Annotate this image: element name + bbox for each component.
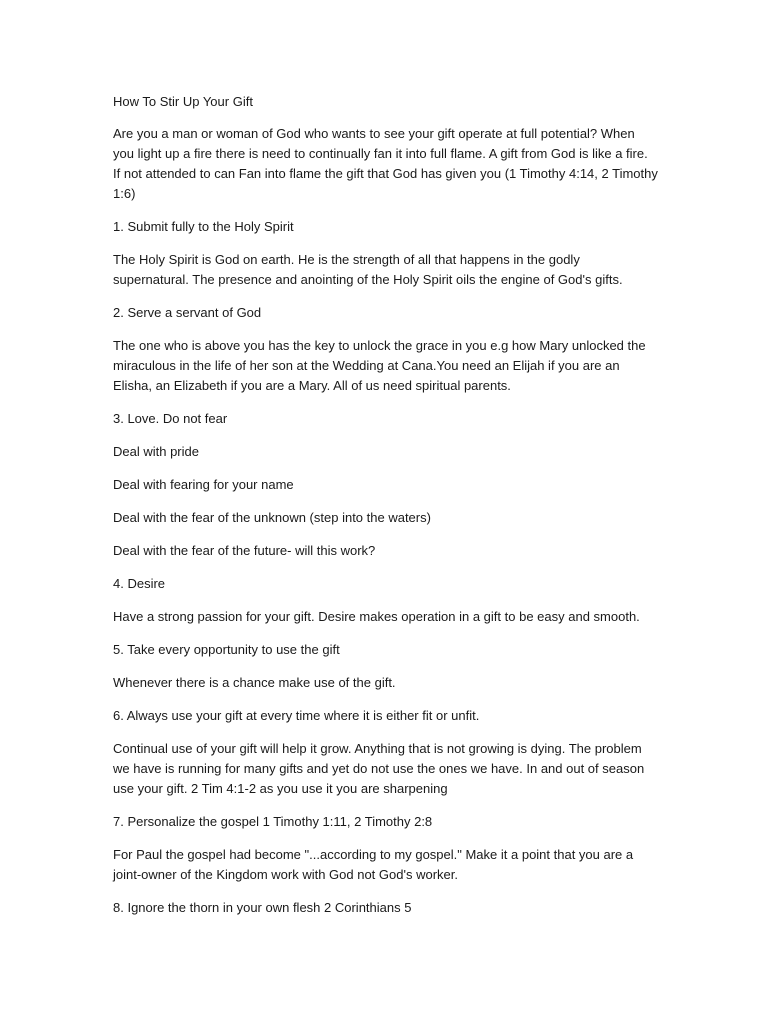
heading-8: 8. Ignore the thorn in your own flesh 2 Corinthians 5	[113, 900, 412, 915]
list-line-pride: Deal with pride	[113, 444, 199, 459]
list-line-future: Deal with the fear of the future- will this work?	[113, 543, 376, 558]
paragraph-1: The Holy Spirit is God on earth. He is the strength of all that happens in the godly supernatural. The presence and anointing of the Holy Spirit oils the engine of God's gifts.	[113, 252, 623, 287]
paragraph-6: Continual use of your gift will help it grow. Anything that is not growing is dying. The problem we have is running for many gifts and yet do not use the ones we have. In and out of season use your gift. 2 Tim 4:1-2 as you use it you are sharpening	[113, 741, 645, 796]
paragraph-7: For Paul the gospel had become "...according to my gospel." Make it a point that you are a joint-owner of the Kingdom work with God not God's worker.	[113, 847, 634, 882]
heading-5: 5. Take every opportunity to use the gift	[113, 642, 340, 657]
list-line-unknown: Deal with the fear of the unknown (step into the waters)	[113, 510, 431, 525]
heading-7: 7. Personalize the gospel 1 Timothy 1:11, 2 Timothy 2:8	[113, 814, 433, 829]
document-title: How To Stir Up Your Gift	[113, 94, 253, 109]
paragraph-4: Have a strong passion for your gift. Desire makes operation in a gift to be easy and smooth.	[113, 609, 640, 624]
heading-1: 1. Submit fully to the Holy Spirit	[113, 219, 294, 234]
heading-6: 6. Always use your gift at every time where it is either fit or unfit.	[113, 708, 480, 723]
heading-2: 2. Serve a servant of God	[113, 305, 262, 320]
list-line-name: Deal with fearing for your name	[113, 477, 294, 492]
heading-4: 4. Desire	[113, 576, 166, 591]
paragraph-5: Whenever there is a chance make use of the gift.	[113, 675, 396, 690]
document-body	[113, 92, 658, 931]
paragraph-2: The one who is above you has the key to unlock the grace in you e.g how Mary unlocked the miraculous in the life of her son at the Wedding at Cana.You need an Elijah if you are an Elisha, an Elizabeth if you are a Mary. All of us need spiritual parents.	[113, 338, 646, 393]
heading-3: 3. Love. Do not fear	[113, 411, 228, 426]
intro-paragraph: Are you a man or woman of God who wants to see your gift operate at full potential? When you light up a fire there is need to continually fan it into full flame. A gift from God is like a fire. If not attended to can Fan into flame the gift that God has given you (1 Timothy 4:14, 2 Timothy 1:6)	[113, 126, 658, 201]
